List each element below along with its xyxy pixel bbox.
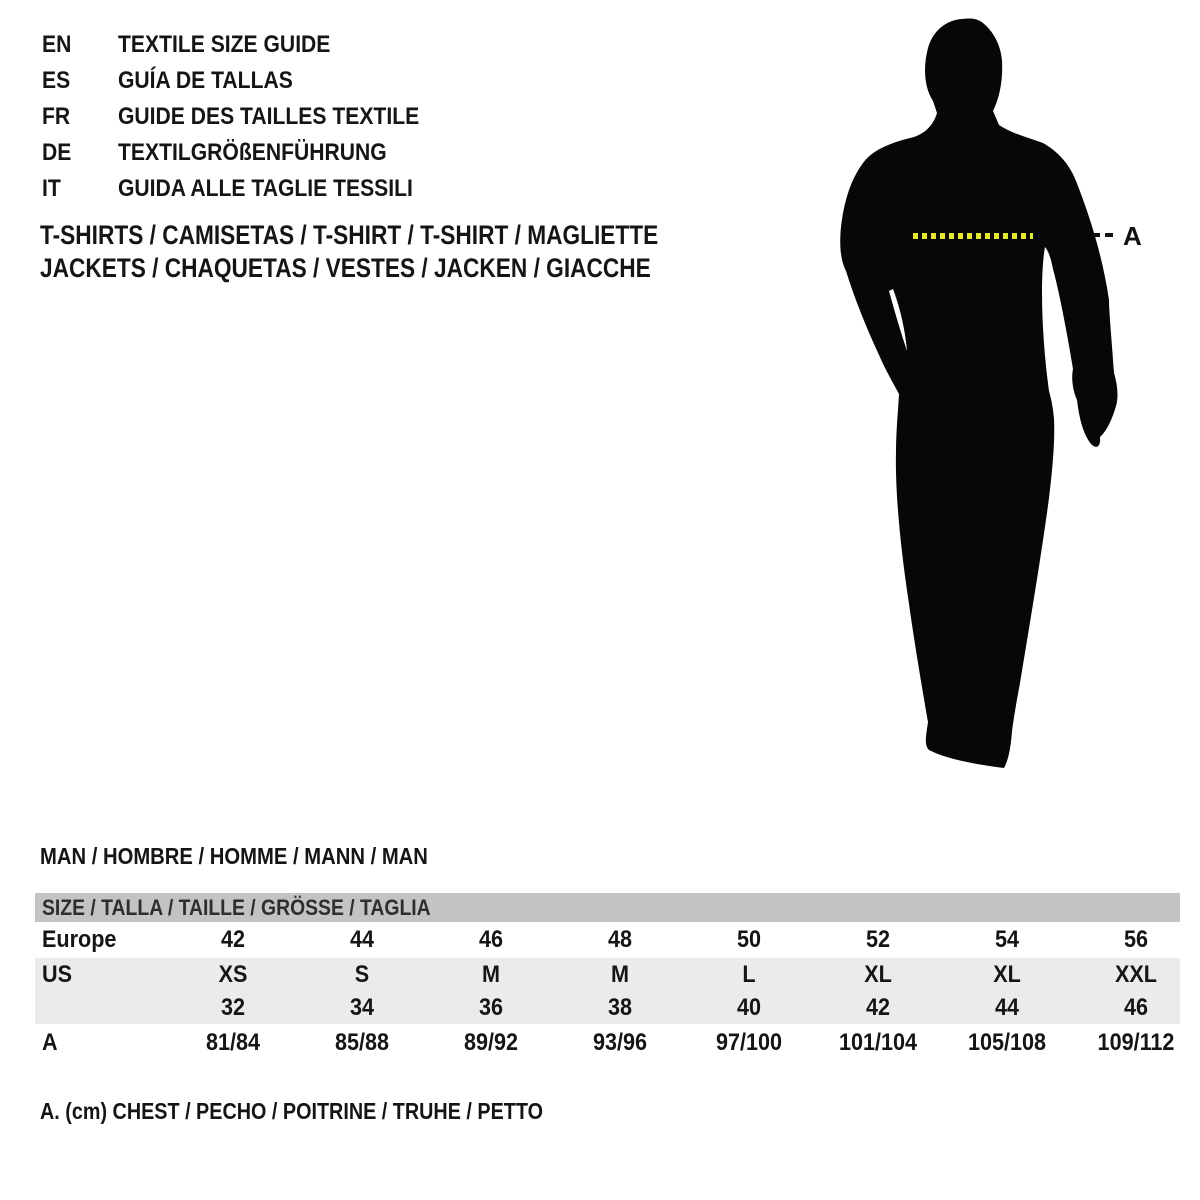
size-cell: 54 (994, 926, 1020, 953)
size-cell: 101/104 (838, 1029, 918, 1056)
table-row-chest (35, 1024, 1180, 1062)
measurement-footnote (40, 1098, 625, 1125)
gender-heading (40, 843, 481, 870)
table-stripe-band (35, 958, 1180, 1024)
language-title: GUÍA DE TALLAS (118, 67, 293, 94)
size-cell: L (742, 960, 756, 988)
size-cell: XXL (1114, 960, 1158, 988)
row-label-chest: A (42, 1029, 58, 1056)
size-cell: 93/96 (592, 1029, 648, 1056)
size-table-header-bar (35, 893, 1180, 922)
language-list (42, 27, 460, 207)
size-cell: 34 (349, 993, 375, 1021)
size-table-header-text: SIZE / TALLA / TAILLE / GRÖSSE / TAGLIA (42, 894, 431, 920)
row-label-europe: Europe (42, 926, 117, 953)
size-cell: 32 (220, 993, 246, 1021)
size-cell: 52 (865, 926, 891, 953)
size-cell: XS (218, 960, 248, 988)
size-cell: XL (993, 960, 1021, 988)
size-cell: 42 (220, 926, 246, 953)
size-cell: 42 (865, 993, 891, 1021)
category-heading (40, 219, 776, 285)
size-cell: 81/84 (205, 1029, 261, 1056)
size-cell: 89/92 (463, 1029, 519, 1056)
size-cell: 44 (994, 993, 1020, 1021)
size-cell: 44 (349, 926, 375, 953)
size-table (35, 893, 1180, 1062)
measure-point-label: A (1123, 221, 1142, 251)
measurement-footnote-text: A. (cm) CHEST / PECHO / POITRINE / TRUHE / PETTO (40, 1098, 543, 1124)
language-title: TEXTILE SIZE GUIDE (118, 31, 331, 58)
row-label-us: US (42, 960, 73, 988)
category-line-jackets: JACKETS / CHAQUETAS / VESTES / JACKEN / GIACCHE (40, 253, 651, 283)
language-row (42, 135, 460, 171)
size-cell: 56 (1123, 926, 1149, 953)
language-code: EN (42, 31, 72, 58)
language-code: DE (42, 139, 72, 166)
size-cell: 36 (478, 993, 504, 1021)
language-row (42, 99, 460, 135)
language-title: GUIDA ALLE TAGLIE TESSILI (118, 175, 413, 202)
size-cell: 105/108 (967, 1029, 1047, 1056)
size-cell: 109/112 (1097, 1029, 1175, 1056)
size-cell: 40 (736, 993, 762, 1021)
category-line-tshirts: T-SHIRTS / CAMISETAS / T-SHIRT / T-SHIRT / MAGLIETTE (40, 220, 659, 250)
size-cell: M (482, 960, 500, 988)
language-title: TEXTILGRÖßENFÜHRUNG (118, 139, 387, 166)
man-silhouette (820, 0, 1200, 800)
language-row (42, 171, 460, 207)
language-row (42, 27, 460, 63)
size-cell: 46 (478, 926, 504, 953)
size-cell: S (354, 960, 370, 988)
size-cell: 97/100 (715, 1029, 783, 1056)
language-code: FR (42, 103, 71, 130)
table-row-europe (35, 922, 1180, 958)
size-cell: 85/88 (334, 1029, 390, 1056)
size-cell: 48 (607, 926, 633, 953)
language-title: GUIDE DES TAILLES TEXTILE (118, 103, 420, 130)
size-figure (820, 0, 1200, 800)
size-cell: XL (864, 960, 892, 988)
table-row-numeric (35, 991, 1180, 1024)
gender-heading-text: MAN / HOMBRE / HOMME / MANN / MAN (40, 843, 428, 869)
table-row-us (35, 958, 1180, 991)
language-code: IT (42, 175, 61, 202)
size-cell: M (611, 960, 629, 988)
language-row (42, 63, 460, 99)
man-silhouette-shape (840, 18, 1117, 768)
size-cell: 38 (607, 993, 633, 1021)
size-cell: 46 (1123, 993, 1149, 1021)
size-cell: 50 (736, 926, 762, 953)
language-code: ES (42, 67, 71, 94)
